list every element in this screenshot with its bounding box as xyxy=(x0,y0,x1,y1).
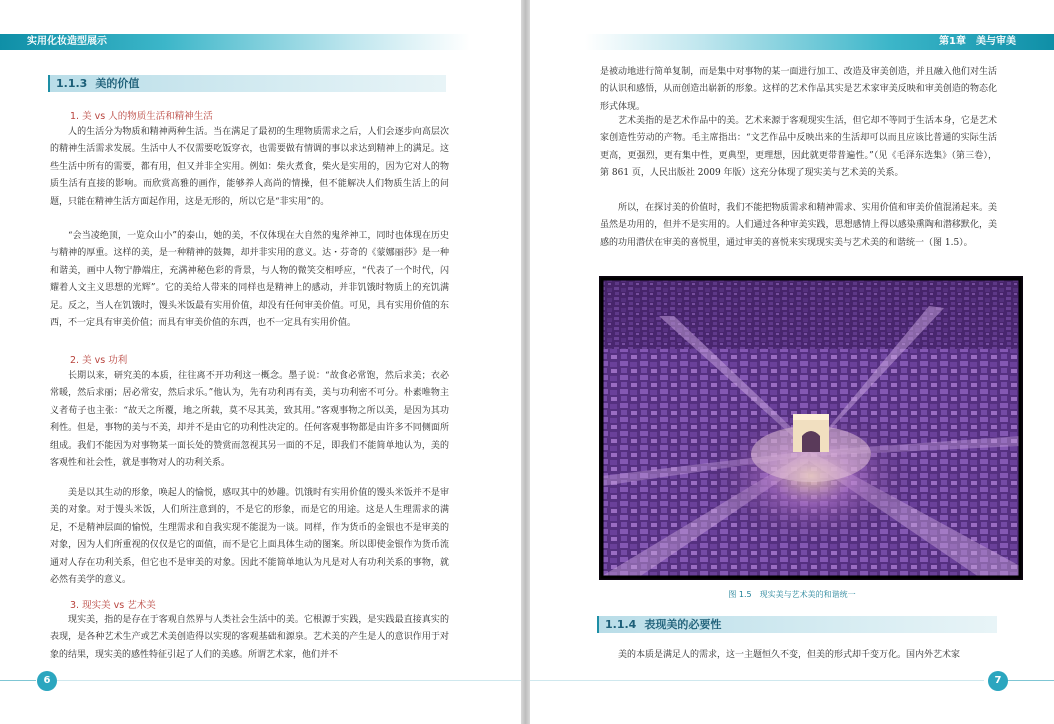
section-title: 表现美的必要性 xyxy=(644,618,722,631)
footer-rule-right-2 xyxy=(1004,680,1054,681)
paragraph-8: 所以，在探讨美的价值时，我们不能把物质需求和精神需求、实用价值和审美价值混淆起来。美虽然是功用的，但并不是实用的。人们通过各种审美实践，思想感情上得以感染熏陶和潜移默化，美感的功用潜伏在审美的喜悦里，通过审美的喜悦来实现现实美与艺术美的和谐统一（图 1.5）。 xyxy=(600,203,997,248)
paragraph-5: 现实美，指的是存在于客观自然界与人类社会生活中的美。它根源于实践，是实践最直接真实的表现，是各种艺术生产或艺术美创造得以实现的客观基础和源泉。艺术美的产生是人的意识作用于对象的结果，现实美的感性特征引起了人们的美感。所谓艺术家，他们并不 xyxy=(50,615,449,660)
subhead-3: 3. 现实美 vs 艺术美 xyxy=(70,600,156,611)
footer-rule-right xyxy=(530,680,984,681)
subhead-2: 2. 美 vs 功利 xyxy=(70,355,128,366)
paragraph-6: 是被动地进行简单复制，而是集中对事物的某一面进行加工、改造及审美创造，并且融入他们对生活的认识和感悟，从而创造出崭新的形象。这样的艺术作品其实是艺术家审美反映和审美创造的物态化形式体现。 xyxy=(600,67,997,112)
section-title: 美的价值 xyxy=(95,77,140,90)
footer-rule-left-2 xyxy=(56,680,521,681)
figure-caption: 图 1.5 现实美与艺术美的和谐统一 xyxy=(728,590,856,599)
footer-rule-left xyxy=(0,680,36,681)
left-running-header: 实用化妆造型展示 xyxy=(0,34,470,50)
paragraph-1: 人的生活分为物质和精神两种生活。当在满足了最初的生理物质需求之后，人们会逐步向高层次的精神生活需求发展。生活中人不仅需要吃饭穿衣，也需要做有情调的事以求达到精神上的满足。这些生活中所有的需要，都有用，但又并非全实用。例如：柴火煮食，柴火是实用的，因为它对人的物质生活有直接的影响。而欣赏高雅的画作，能够养人高尚的情操，但不能解决人们物质生活上的问题，只能在精神生活方面起作用，这是无形的，所以它是“非实用”的。 xyxy=(50,127,449,207)
book-gutter xyxy=(521,0,530,724)
page-number-badge: 6 xyxy=(37,671,57,691)
subhead-1: 1. 美 vs 人的物质生活和精神生活 xyxy=(70,111,213,122)
left-page xyxy=(0,0,521,724)
section-number: 1.1.3 xyxy=(56,77,88,90)
city-photo-illustration xyxy=(599,276,1023,580)
figure-arc-de-triomphe-photo xyxy=(599,276,1023,580)
section-number: 1.1.4 xyxy=(605,618,637,631)
arc-monument xyxy=(793,414,829,452)
paragraph-2: “会当凌绝顶，一览众山小”的泰山，她的美，不仅体现在大自然的鬼斧神工，同时也体现在历史与精神的厚重。这样的美，是一种精神的鼓舞，却并非实用的意义。达・芬奇的《蒙娜丽莎》是一种和谐美，画中人物宁静端庄，充满神秘色彩的背景，与人物的微笑交相呼应，“代表了一个时代，闪耀着人文主义思想的光辉”。它的美给人带来的同样也是精神上的感动，并非饥饿时物质上的充饥满足。反之，当人在饥饿时，馒头米饭最有实用价值，却没有任何审美价值。可见，具有实用价值的东西，不一定具有审美价值；而具有审美价值的东西，也不一定具有实用价值。 xyxy=(50,231,449,329)
page-number-badge: 7 xyxy=(988,671,1008,691)
section-heading-1-1-3 xyxy=(48,75,446,92)
right-page xyxy=(530,0,1054,724)
paragraph-7: 艺术美指的是艺术作品中的美。艺术来源于客观现实生活，但它却不等同于生活本身，它是艺术家创造性劳动的产物。毛主席指出：“文艺作品中反映出来的生活却可以而且应该比普通的实际生活更高，更强烈，更有集中性，更典型，更理想，因此就更带普遍性。”（见《毛泽东选集》（第三卷），第 861 页，人民出版社 2009 年版）这充分体现了现实美与艺术美的关系。 xyxy=(600,116,997,179)
paragraph-3: 长期以来，研究美的本质，往往离不开功利这一概念。墨子说：“故食必常饱，然后求美；衣必常暖，然后求丽；居必常安，然后求乐。”他认为，先有功利再有美，美与功利密不可分。朴素唯物主义者荀子也主张：“故天之所覆，地之所载，莫不尽其美，致其用。”客观事物之所以美，是因为其功利性。但是，事物的美与不美，却并不是由它的功利性决定的。任何客观事物都是由许多不同侧面所组成。我们不能因为对事物某一面长处的赞赏而忽视其另一面的不足，即我们不能简单地认为，美的客观性和社会性，就是事物对人的功利关系。 xyxy=(50,371,449,469)
paragraph-9: 美的本质是满足人的需求，这一主题恒久不变，但美的形式却千变万化。国内外艺术家 xyxy=(618,650,961,660)
right-running-header: 第1章 美与审美 xyxy=(585,34,1054,50)
section-heading-1-1-4 xyxy=(597,616,997,633)
paragraph-4: 美是以其生动的形象，唤起人的愉悦，感叹其中的妙趣。饥饿时有实用价值的馒头米饭并不是审美的对象。对于馒头米饭，人们所注意到的，不是它的形象，而是它的用途。这是人生理需求的满足，不是精神层面的愉悦，生理需求和自我实现不能混为一谈。同样，作为货币的金银也不是审美的对象，因为人们所重视的仅仅是它的面值，而不是它上面具体生动的图案。所以即使金银作为货币流通对人存在功利关系，但它也不是审美的对象。因此不能简单地认为凡是对人有功利关系的事物，就必然有美学的意义。 xyxy=(50,488,449,586)
